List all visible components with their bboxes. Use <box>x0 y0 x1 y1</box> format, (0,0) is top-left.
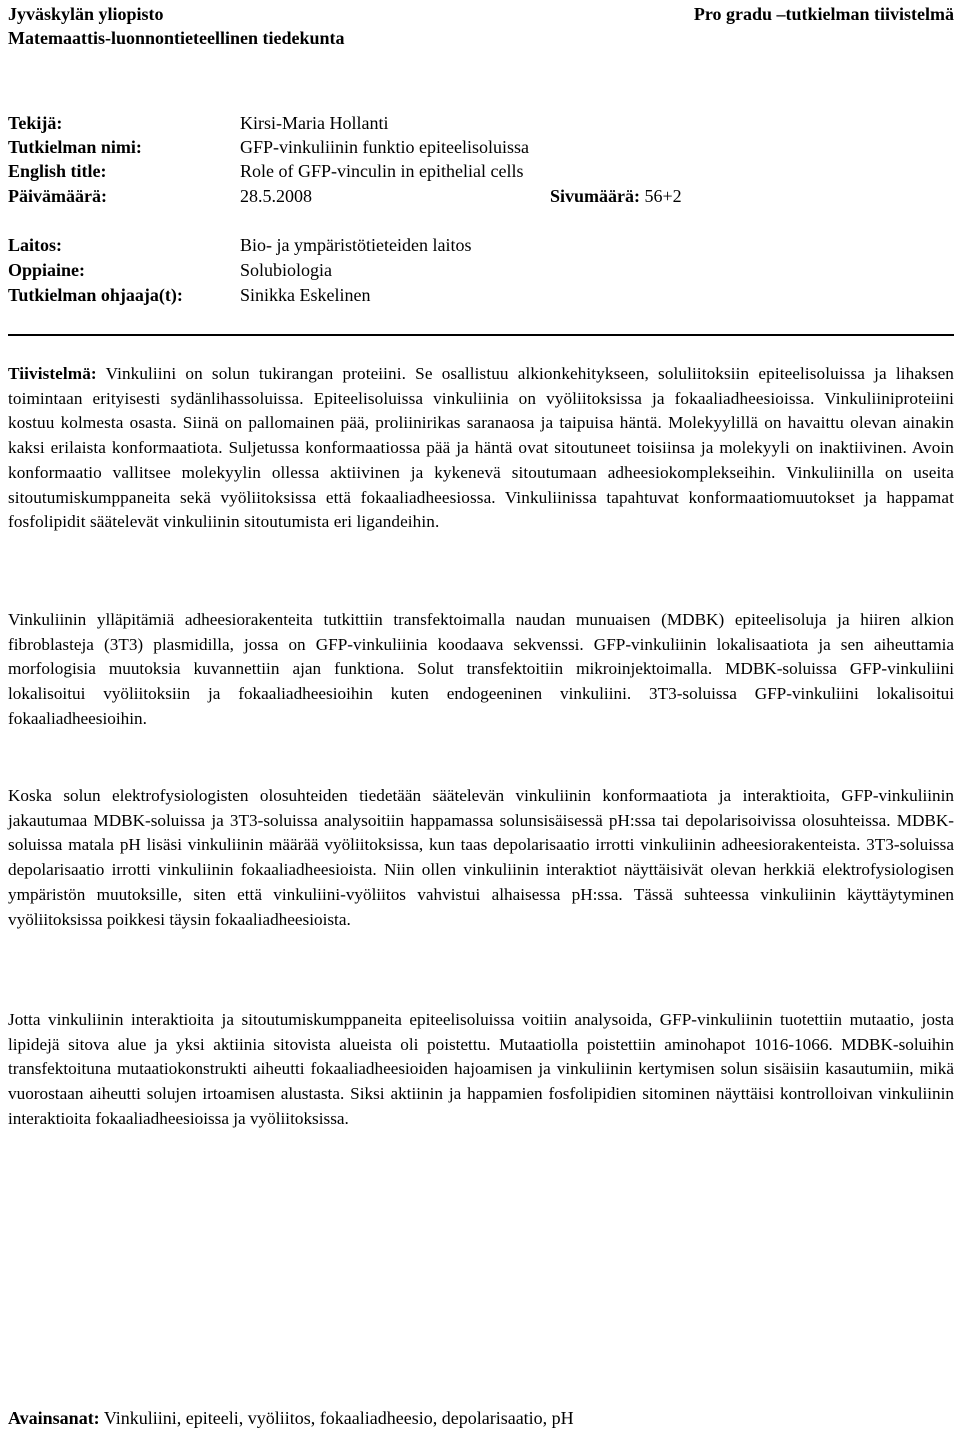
supervisor-value: Sinikka Eskelinen <box>240 285 371 305</box>
keywords-label: Avainsanat: <box>8 1408 100 1428</box>
date-value: 28.5.2008 <box>240 186 312 206</box>
english-title-label: English title: <box>8 161 107 181</box>
pages-group <box>550 184 682 208</box>
supervisor-label: Tutkielman ohjaaja(t): <box>8 285 183 305</box>
section-divider <box>8 334 954 336</box>
subject-label: Oppiaine: <box>8 260 86 280</box>
pages-label: Sivumäärä: <box>550 186 640 206</box>
abstract-paragraph-4: Jotta vinkuliinin interaktioita ja sitoutumiskumppaneita epiteelisoluissa voitiin analysoida, GFP-vinkuliinin tuotettiin mutaatio, josta lipidejä sitova alue ja yksi aktiinia sitovista alueista oli poistettu. Mutaatiolla poistettiin aminohapot 1016-1066. MDBK-soluihin transfektoituna mutaatiokonstrukti aiheutti fokaaliadheesioiden hajoamisen ja vinkuliinin kertymisen solun sisäisiin kasautumiin, mikä vuorostaan aiheutti solujen irtoamisen alustasta. Siksi aktiinin ja happamien fosfolipidien sitominen näyttäisi kontrolloivan vinkuliinin interaktioita fokaaliadheesioissa ja vyöliitoksissa. <box>8 1010 954 1128</box>
keywords-value: Vinkuliini, epiteeli, vyöliitos, fokaaliadheesio, depolarisaatio, pH <box>103 1408 574 1428</box>
university-name: Jyväskylän yliopisto <box>8 4 164 24</box>
abstract-paragraph-3: Koska solun elektrofysiologisten olosuhteiden tiedetään säätelevän vinkuliinin konformaatiota ja interaktioita, GFP-vinkuliinin jakautumaa MDBK-soluissa ja 3T3-soluissa analysoitiin happamassa solunsisäisessä pH:ssa tai depolarisoivissa olosuhteissa. MDBK-soluissa matala pH lisäsi vinkuliinin määrää vyöliitoksissa, kun taas depolarisaatio irrotti vinkuliinin adheesiorakenteista. 3T3-soluissa depolarisaatio irrotti vinkuliinin fokaaliadheesioista. Niin ollen vinkuliinin interaktiot näyttäisivät olevan herkkiä elektrofysiologisen ympäristön muutoksille, siten että vinkuliini-vyöliitos vahvistui alhaisessa pH:ssa. Tässä suhteessa vinkuliinin käyttäytyminen vyöliitoksissa poikkesi täysin fokaaliadheesioista. <box>8 786 954 929</box>
department-label: Laitos: <box>8 235 62 255</box>
english-title-value: Role of GFP-vinculin in epithelial cells <box>240 161 524 181</box>
document-type: Pro gradu –tutkielman tiivistelmä <box>693 4 954 24</box>
subject-value: Solubiologia <box>240 260 333 280</box>
date-label: Päivämäärä: <box>8 186 107 206</box>
faculty-name: Matemaattis-luonnontieteellinen tiedekunta <box>8 28 345 48</box>
department-value: Bio- ja ympäristötieteiden laitos <box>240 235 472 255</box>
title-label: Tutkielman nimi: <box>8 137 142 157</box>
keywords-row <box>8 1406 574 1430</box>
author-value: Kirsi-Maria Hollanti <box>240 113 389 133</box>
header-left <box>8 2 344 50</box>
pages-value: 56+2 <box>644 186 682 206</box>
author-label: Tekijä: <box>8 113 63 133</box>
abstract-paragraph-1 <box>8 362 954 535</box>
abstract-label: Tiivistelmä: <box>8 364 97 383</box>
abstract-section <box>8 362 954 535</box>
title-value: GFP-vinkuliinin funktio epiteelisoluissa <box>240 137 529 157</box>
abstract-paragraph-2: Vinkuliinin ylläpitämiä adheesiorakenteita tutkittiin transfektoimalla naudan munuaisen (MDBK) epiteelisoluja ja hiiren alkion fibroblasteja (3T3) plasmidilla, jossa on GFP-vinkuliinia koodaava sekvenssi. GFP-vinkuliinin lokalisaatiota ja sen aiheuttamia morfologisia muutoksia kuvannettiin ajan funktiona. Solut transfektoitiin mikroinjektoimalla. MDBK-soluissa GFP-vinkuliini lokalisoitui vyöliitoksiin ja fokaaliadheesioihin kuten endogeeninen vinkuliini. 3T3-soluissa GFP-vinkuliini lokalisoitui fokaaliadheesioihin. <box>8 610 954 728</box>
abstract-paragraph-1-text: Vinkuliini on solun tukirangan proteiini. Se osallistuu alkionkehitykseen, soluliitoksiin epiteelisoluissa ja lihaksen toimintaan erityisesti sydänlihassoluissa. Epiteelisoluissa vinkuliinia on vyöliitoksissa ja fokaaliadheesioissa. Vinkuliiniproteiini kostuu kolmesta osasta. Siinä on pallomainen pää, proliinirikas saranaosa ja taipuisa häntä. Molekyylillä on havaittu olevan ainakin kaksi erilaista konformaatiota. Suljetussa konformaatiossa pää ja häntä ovat sitoutuneet toisiinsa ja molekyyli on inaktiivinen. Avoin konformaatio vallitsee molekyylin ollessa aktiivinen ja kykenevä sitoutumaan adheesiokomplekseihin. Vinkuliinilla on useita sitoutumiskumppaneita sekä vyöliitoksissa että fokaaliadheesiossa. Vinkuliinissa tapahtuvat konformaatiomuutokset ja happamat fosfolipidit säätelevät vinkuliinin sitoutumista eri ligandeihin. <box>8 364 954 532</box>
